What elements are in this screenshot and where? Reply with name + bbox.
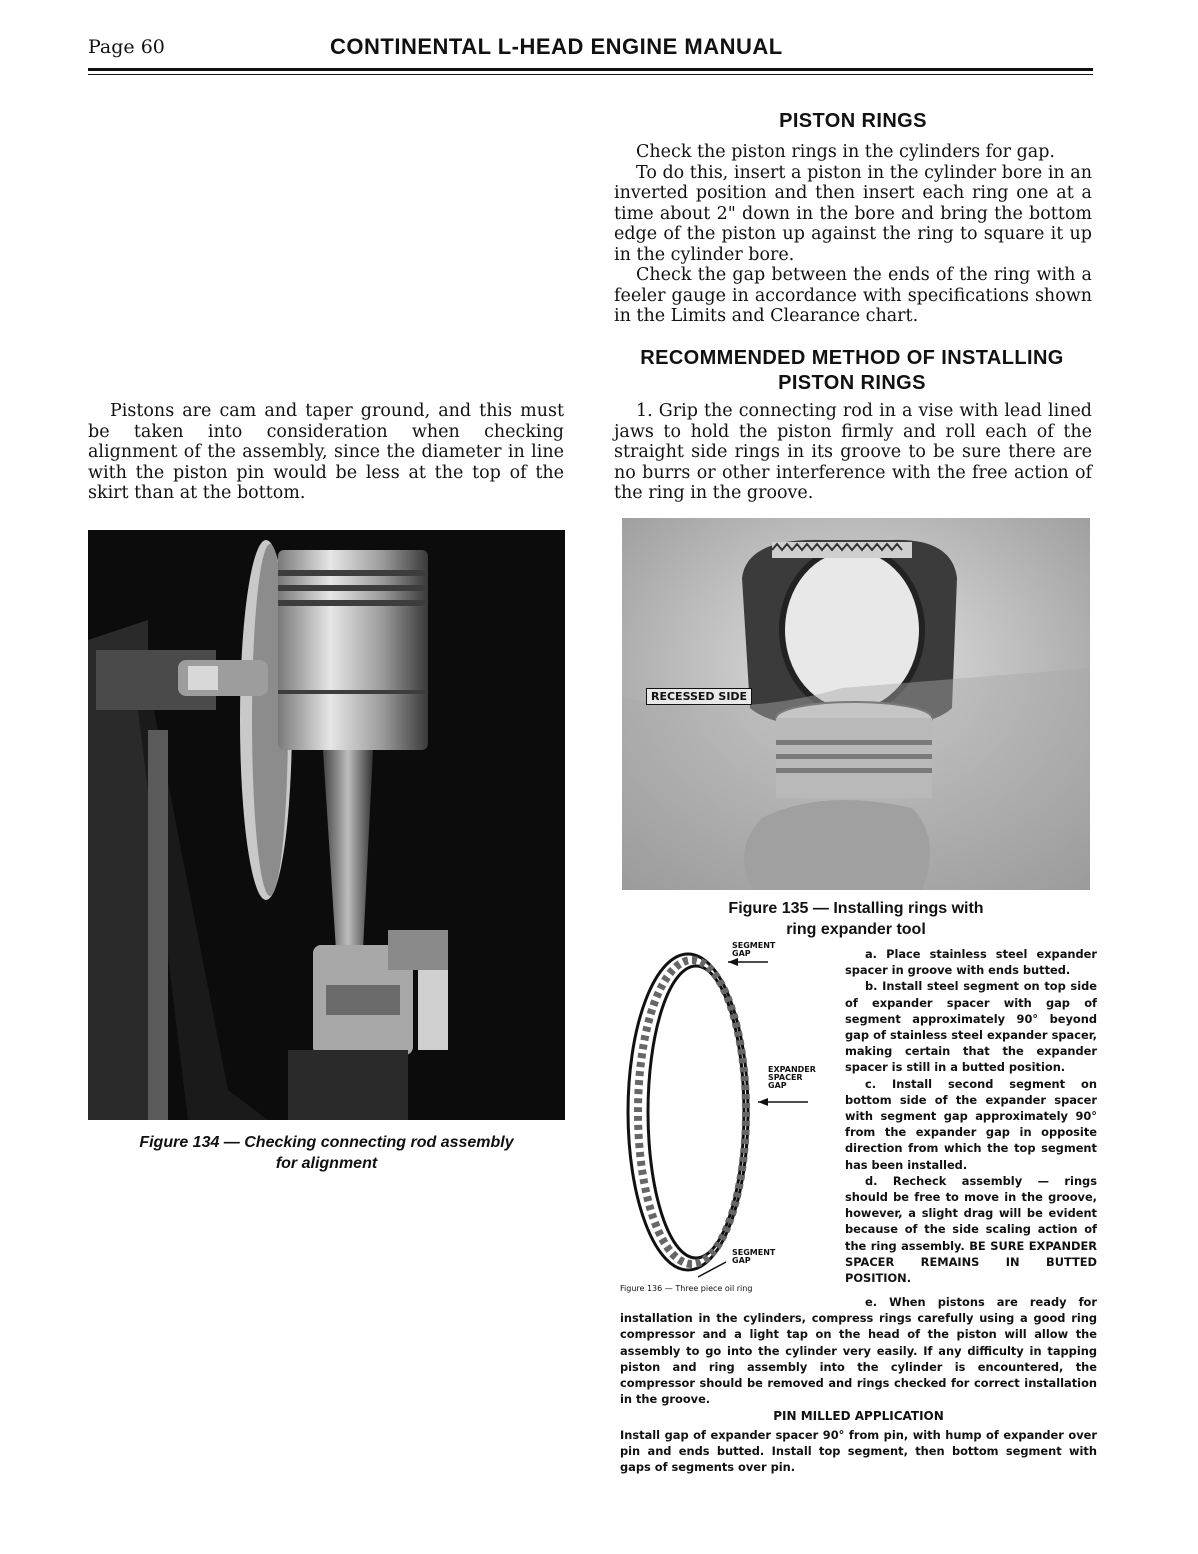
heading-line: RECOMMENDED METHOD OF INSTALLING xyxy=(640,347,1064,369)
recessed-side-label: RECESSED SIDE xyxy=(646,688,752,705)
three-piece-oil-ring-illustration xyxy=(618,942,840,1287)
piston-rings-heading: PISTON RINGS xyxy=(779,110,927,132)
header-rule-thin xyxy=(88,74,1093,75)
left-paragraph-block xyxy=(88,401,564,504)
segment-gap-bottom-label: SEGMENT GAP xyxy=(732,1248,776,1265)
piston-rings-text xyxy=(614,142,1092,327)
heading-line: PISTON RINGS xyxy=(778,372,926,394)
figure-135-caption xyxy=(622,898,1090,940)
figure-134-caption xyxy=(88,1132,565,1174)
caption-line: Figure 134 — Checking connecting rod assembly xyxy=(139,1134,514,1151)
paragraph: Check the piston rings in the cylinders for gap. xyxy=(636,142,1055,162)
connecting-rod-photo-illustration xyxy=(88,530,565,1120)
figure-135-photo xyxy=(622,518,1090,890)
pin-milled-text-block xyxy=(620,1427,1097,1476)
recommended-text xyxy=(614,401,1092,504)
paragraph: Pistons are cam and taper ground, and this must be taken into consideration when checking alignment of the assembly, since the diameter in line with the piston pin would be less at the top of the skirt than at the bottom. xyxy=(88,401,564,503)
figure-136-caption: Figure 136 — Three piece oil ring xyxy=(620,1284,753,1293)
paragraph: 1. Grip the connecting rod in a vise with lead lined jaws to hold the piston firmly and roll each of the straight side rings in its groove to be sure there are no burrs or other interference with the free action of the ring in the groove. xyxy=(614,401,1092,503)
caption-line: for alignment xyxy=(275,1155,378,1172)
figure-134-photo xyxy=(88,530,565,1120)
manual-title: CONTINENTAL L-HEAD ENGINE MANUAL xyxy=(330,34,783,59)
step-e: e. When pistons are ready for installation in the cylinders, compress rings carefully using a good ring compressor and a light tap on the head of the piston will allow the assembly to go into the cylinder very easily. If any difficulty in tapping piston and ring assembly into the cylinder is encountered, the compressor should be removed and rings checked for correct installation in the groove. xyxy=(620,1295,1097,1407)
ring-steps-a-d xyxy=(845,946,1097,1286)
expander-spacer-gap-label: EXPANDER SPACER GAP xyxy=(768,1065,816,1090)
step-d: d. Recheck assembly — rings should be free to move in the groove, however, a slight drag will be evident because of the side scaling action of the ring assembly. BE SURE EXPANDER SPACER REMAINS IN BUTTED POSITION. xyxy=(845,1173,1097,1286)
recommended-heading xyxy=(610,346,1094,396)
page-number: Page 60 xyxy=(88,36,165,58)
header-rule xyxy=(88,68,1093,71)
figure-136-diagram xyxy=(618,942,840,1287)
pin-milled-heading: PIN MILLED APPLICATION xyxy=(773,1409,944,1423)
pin-milled-text: Install gap of expander spacer 90° from pin, with hump of expander over pin and ends butted. Install top segment, then bottom segment with gaps of segments over pin. xyxy=(620,1428,1097,1475)
caption-line: Figure 135 — Installing rings with xyxy=(728,900,984,917)
ring-step-e xyxy=(620,1294,1097,1407)
step-b: b. Install steel segment on top side of expander spacer with gap of segment approximately 90° beyond gap of stainless steel expander spacer, making certain that the expander spacer is still in a butted position. xyxy=(845,979,1097,1075)
caption-line: ring expander tool xyxy=(786,921,926,938)
step-a: a. Place stainless steel expander spacer in groove with ends butted. xyxy=(845,947,1097,978)
segment-gap-top-label: SEGMENT GAP xyxy=(732,942,776,958)
paragraph: To do this, insert a piston in the cylinder bore in an inverted position and then insert each ring one at a time about 2" down in the bore and bring the bottom edge of the piston up against the ring to square it up in the cylinder bore. xyxy=(614,162,1092,265)
paragraph: Check the gap between the ends of the ring with a feeler gauge in accordance with specifications shown in the Limits and Clearance chart. xyxy=(614,265,1092,326)
step-c: c. Install second segment on bottom side of the expander spacer with segment gap approximately 90° from the expander gap in opposite direction from which the top segment has been installed. xyxy=(845,1076,1097,1172)
